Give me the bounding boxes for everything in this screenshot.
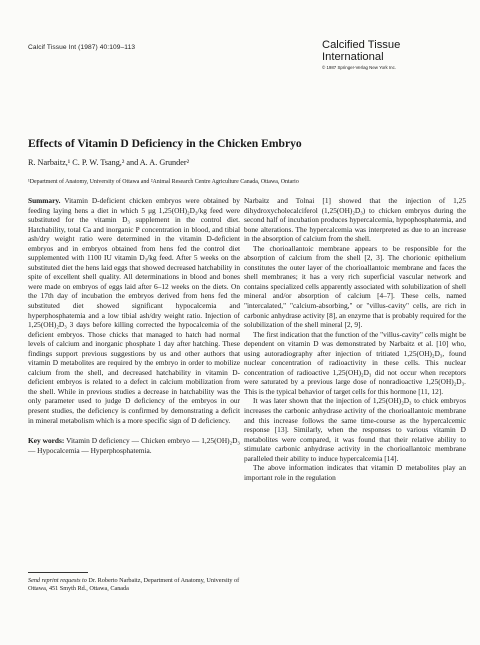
journal-name-line1: Calcified Tissue bbox=[322, 39, 401, 51]
intro-paragraph: The above information indicates that vitamin D metabolites play an important role in the regulation bbox=[244, 463, 466, 482]
footnote-body: Dr. Roberto Narbaitz, Department of Anatomy, University of Ottawa, 451 Smyth Rd., Ottawa, Canada bbox=[28, 577, 240, 593]
left-column bbox=[28, 196, 240, 455]
journal-name-line2: International bbox=[322, 50, 384, 63]
keywords-body: Vitamin D deficiency — Chicken embryo — 1,25(OH)₂D₃ — Hypocalcemia — Hyperphosphatemia. bbox=[28, 436, 240, 455]
footnote-divider bbox=[28, 572, 88, 573]
keywords-paragraph bbox=[28, 436, 240, 455]
summary-heading: Summary. bbox=[28, 196, 61, 205]
intro-paragraph: The first indication that the function of the "villus-cavity" cells might be dependent on vitamin D was demonstrated by Narbaitz et al. [10] who, using autoradiography after injection of tritiated 1,25(OH)₂D₃, found nuclear concentration of radioactivity in these cells. This nuclear concentration of radioactive 1,25(OH)₂D₃ did not occur when receptors were saturated by a previous large dose of nonradioactive 1,25(OH)₂D₃. This is the typical behavior of target cells for this hormone [11, 12]. bbox=[244, 329, 466, 396]
journal-masthead bbox=[322, 40, 462, 70]
intro-paragraph: It was later shown that the injection of 1,25(OH)₂D₃ to chick embryos increases the carbonic anhydrase activity of the chorioallantoic membrane and this increase follows the same time-course as the hypercalcemic response [13]. Similarly, when the responses to various vitamin D metabolites were compared, it was found that their relative ability to stimulate carbonic anhydrase activity in the chorioallantoic membrane paralleled their ability to induce hypercalcemia [14]. bbox=[244, 396, 466, 463]
right-column bbox=[244, 196, 466, 482]
citation-line: Calcif Tissue Int (1987) 40:109–113 bbox=[28, 44, 136, 51]
footnote-lead: Send reprint requests to bbox=[28, 577, 87, 584]
reprint-footnote bbox=[28, 577, 240, 593]
author-affiliation: ¹Department of Anatomy, University of Ottawa and ²Animal Research Centre Agriculture Canada, Ottawa, Ontario bbox=[28, 179, 299, 185]
copyright-notice: © 1987 Springer-Verlag New York Inc. bbox=[322, 65, 397, 71]
summary-body: Vitamin D-deficient chicken embryos were obtained by feeding laying hens a diet in which 5 μg 1,25(OH)₂D₃/kg feed were substituted for the vitamin D₃ supplement in the control diet. Hatchability, total Ca and inorganic P concentration in blood, and tibial ash/dry weight ratio were determined in the vitamin D-deficient embryos and in embryos obtained from hens fed the control diet supplemented with 1100 IU vitamin D₃/kg feed. After 5 weeks on the substituted diet the hens laid eggs that showed decreased hatchability in spite of excellent shell quality. All determinations in blood and bones were made on embryos of eggs laid after 6–12 weeks on the diets. On the 17th day of incubation the embryos derived from hens fed the substituted diet showed significant hypocalcemia and hyperphosphatemia and a low tibial ash/dry weight ratio. Injection of 1,25(OH)₂D₃ 3 days before killing corrected the hypocalcemia of the deficient embryos. Those chicks that managed to hatch had normal levels of calcium and inorganic phosphate 1 day after hatching. These findings support previous suggestions by us and other authors that vitamin D metabolites are required by the embryo in order to mobilize calcium from the shell, and decreased hatchability in vitamin D-deficient embryos is related to a defect in calcium mobilization from the shell. While in previous studies a decrease in hatchability was the only parameter used to judge D deficiency of the embryos in our present studies, the deficiency is confirmed by demonstrating a deficit in mineral metabolism which is a more specific sign of D deficiency. bbox=[28, 196, 240, 425]
keywords-heading: Key words: bbox=[28, 436, 65, 446]
intro-paragraph: The chorioallantoic membrane appears to be responsible for the absorption of calcium from the shell [2, 3]. The chorionic epithelium constitutes the outer layer of the chorioallantoic membrane and faces the shell membranes; it has a very rich superficial vascular network and contains specialized cells apparently associated with solubilization of shell mineral and/or absorption of calcium [4–7]. These cells, named "intercalated," "calcium-absorbing," or "villus-cavity" cells, are rich in carbonic anhydrase activity [8], an enzyme that is probably required for the solubilization of the shell mineral [2, 9]. bbox=[244, 243, 466, 330]
summary-paragraph bbox=[28, 196, 240, 425]
article-title: Effects of Vitamin D Deficiency in the Chicken Embryo bbox=[28, 137, 302, 150]
intro-paragraph: Narbaitz and Tolnai [1] showed that the injection of 1,25 dihydroxycholecalciferol (1,25(OH)₂D₃) to chicken embryos during the second half of incubation produces hypercalcemia, hypophosphatemia, and bone alterations. The hypercalcemia was interpreted as due to an increase in the absorption of calcium from the shell. bbox=[244, 196, 466, 244]
article-authors: R. Narbaitz,¹ C. P. W. Tsang,² and A. A. Grunder² bbox=[28, 158, 190, 167]
